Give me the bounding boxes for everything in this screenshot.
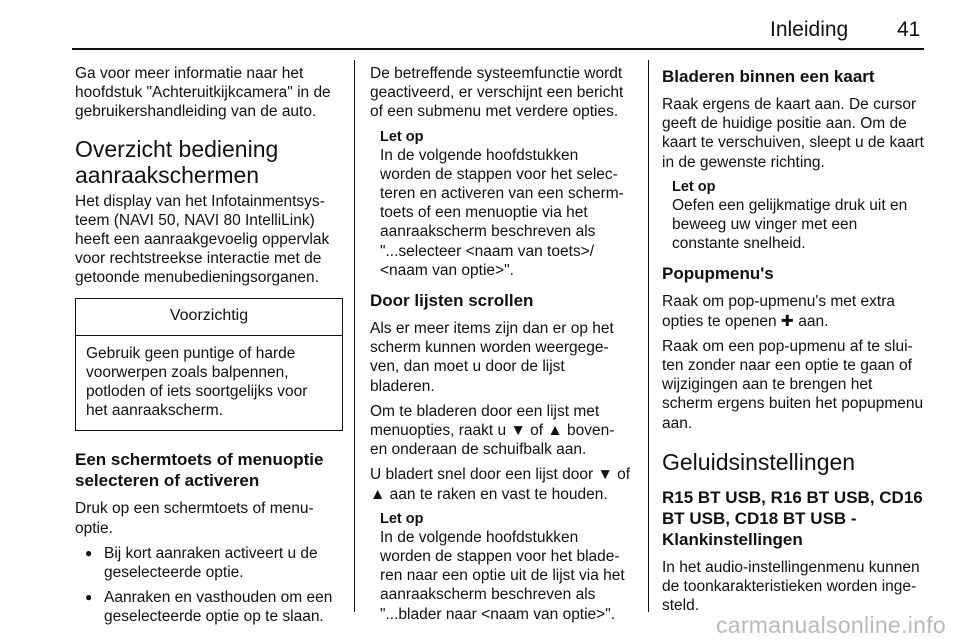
- activation-paragraph: De betreffende systeemfunctie wordt geactiveerd, er verschijnt een bericht of een submenu met verdere opties.: [370, 65, 624, 121]
- intro-paragraph: Ga voor meer informatie naar het hoofdstuk "Achteruitkijkcamera" in de gebruikershandleiding van de auto.: [75, 65, 331, 121]
- caution-text: Gebruik geen puntige of harde voorwerpen zoals balpennen, potloden of iets soortgelijks voor het aanraakscherm.: [86, 344, 308, 420]
- header-title: Inleiding: [770, 18, 849, 41]
- column-1: [75, 64, 343, 633]
- column-3: [662, 64, 924, 621]
- note-title: Let op: [380, 128, 424, 145]
- tone-paragraph: In het audio-instellingenmenu kunnen de toonkarakteristieken worden ingesteld.: [662, 558, 920, 615]
- watermark: carmanualsonline.info: [715, 612, 946, 638]
- header-rule: [72, 48, 924, 50]
- scroll-paragraph-3: U bladert snel door een lijst door ▼ of ▲ aan te raken en vast te houden.: [370, 466, 631, 503]
- note-text: In de volgende hoofdstukken worden de stappen voor het bladeren naar een optie uit de lijst via het aanraakscherm beschreven als "...blader naar <naam van optie>".: [380, 528, 625, 623]
- caution-title: Voorzichtig: [76, 299, 342, 336]
- scroll-paragraph-1: Als er meer items zijn dan er op het scherm kunnen worden weergegeven, dan moet u door de lijst bladeren.: [370, 320, 614, 395]
- list-item: ● Bij kort aanraken activeert u de geselecteerde optie.: [75, 544, 343, 582]
- column-divider-2: [648, 60, 649, 612]
- subheading-scroll-lists: Door lijsten scrollen: [370, 291, 534, 311]
- section-heading-sound: Geluidsinstellingen: [662, 448, 856, 475]
- map-paragraph: Raak ergens de kaart aan. De cursor geeft de huidige positie aan. Om de kaart te verschuiven, sleept u de kaart in de gewenste richting.: [662, 96, 924, 171]
- note-box: [380, 510, 632, 624]
- subheading-map-browse: Bladeren binnen een kaart: [662, 67, 875, 86]
- touchscreen-paragraph: Het display van het Infotainmentsysteem (NAVI 50, NAVI 80 IntelliLink) heeft een aanraakgevoelig oppervlak voor rechtstreekse interactie met de getoonde menubedieningsorganen.: [75, 192, 330, 287]
- subheading-popup-menus: Popupmenu's: [662, 264, 774, 284]
- note-box: [380, 128, 632, 280]
- page-number: 41: [897, 18, 921, 41]
- list-item: ● Aanraken en vasthouden om een geselecteerde optie op te slaan.: [75, 588, 343, 626]
- scroll-paragraph-2: Om te bladeren door een lijst met menuopties, raakt u ▼ of ▲ boven- en onderaan de schuifbalk aan.: [370, 402, 615, 459]
- subheading-select: Een schermtoets of menuoptie selecteren of activeren: [75, 450, 324, 491]
- note-box: [672, 178, 924, 254]
- subheading-tone-settings: R15 BT USB, R16 BT USB, CD16 BT USB, CD18 BT USB - Klankinstellingen: [662, 487, 923, 549]
- select-paragraph: Druk op een schermtoets of menuoptie.: [75, 500, 314, 537]
- note-text: In de volgende hoofdstukken worden de stappen voor het selecteren en activeren van een schermtoets of een menuoptie via het aanraakscherm beschreven als "...selecteer <naam van toets>/ <naam van optie>".: [380, 146, 624, 279]
- popup-paragraph-1: Raak om pop-upmenu's met extra opties te openen ✚ aan.: [662, 293, 895, 330]
- note-text: Oefen een gelijkmatige druk uit en beweeg uw vinger met een constante snelheid.: [672, 196, 908, 253]
- caution-box: [75, 298, 343, 432]
- section-heading-touchscreen: Overzicht bediening aanraakschermen: [75, 135, 279, 188]
- note-title: Let op: [672, 178, 716, 195]
- column-divider-1: [354, 60, 355, 612]
- bullet-list: [75, 544, 343, 627]
- column-2: [370, 64, 632, 634]
- note-title: Let op: [380, 510, 424, 527]
- popup-paragraph-2: Raak om een pop-upmenu af te sluiten zonder naar een optie te gaan of wijzigingen aan te brengen het scherm ergens buiten het popupmenu aan.: [662, 337, 924, 432]
